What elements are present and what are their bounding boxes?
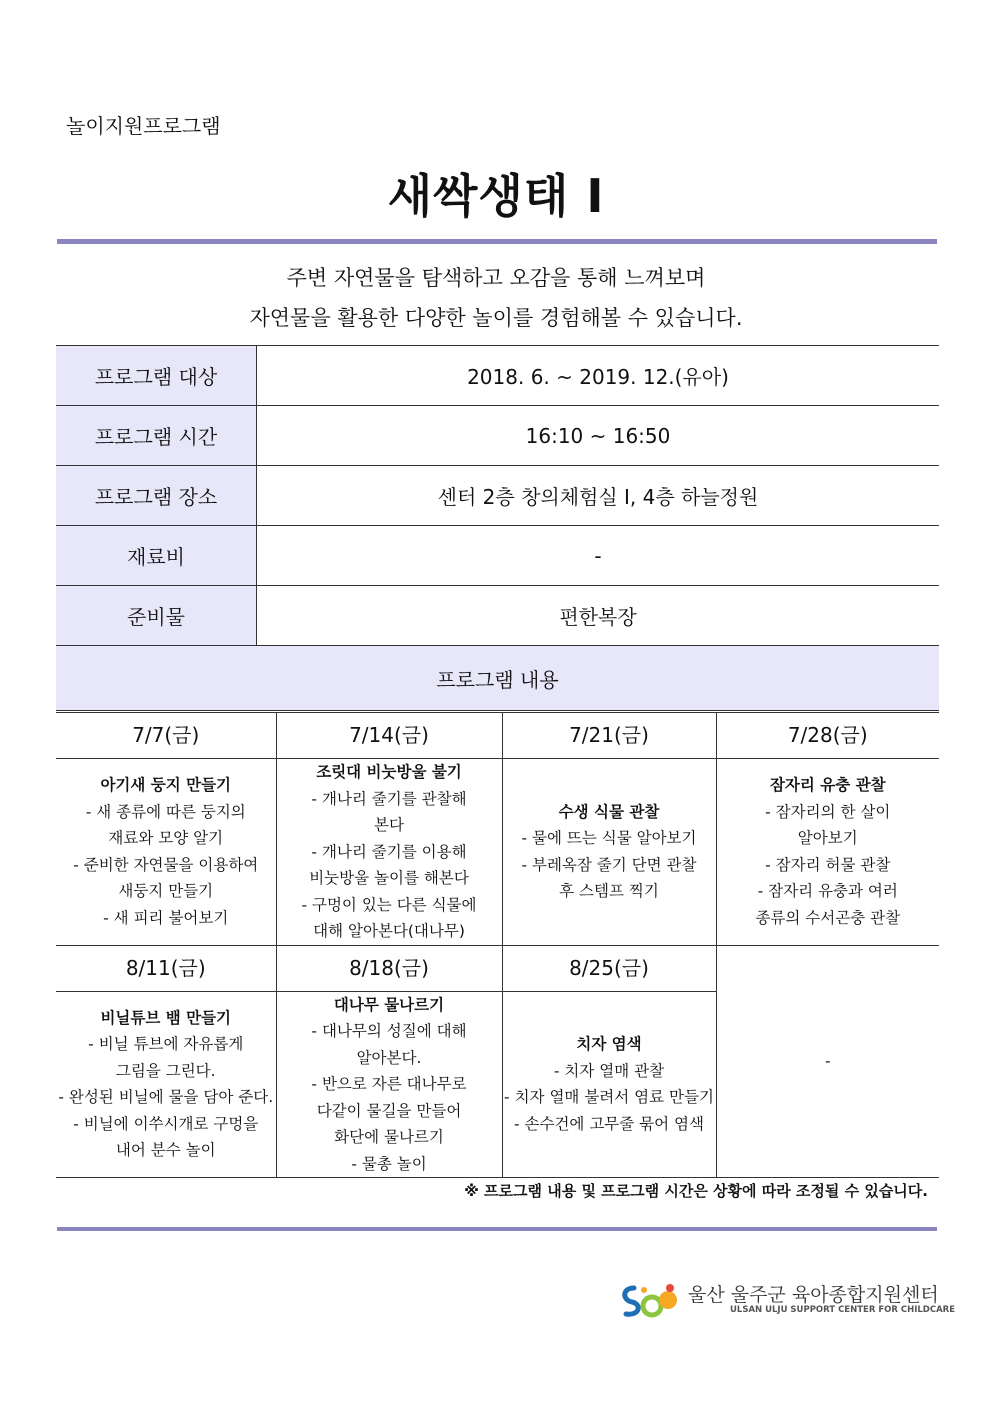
session-date: 7/14(금) xyxy=(276,713,502,759)
info-value: 센터 2층 창의체험실 I, 4층 하늘정원 xyxy=(257,466,940,526)
info-row-place xyxy=(56,466,939,526)
info-value: 16:10 ~ 16:50 xyxy=(257,406,940,466)
info-label: 준비물 xyxy=(56,586,257,646)
activity-line: - 물총 놀이 xyxy=(351,1154,427,1173)
activity-line: - 손수건에 고무줄 묶어 염색 xyxy=(513,1114,704,1133)
session-activity xyxy=(502,991,716,1178)
activity-line: - 물에 뜨는 식물 알아보기 xyxy=(521,829,697,848)
activity-line: - 개나리 줄기를 관찰해 xyxy=(311,789,467,808)
info-value: - xyxy=(257,526,940,586)
session-activity xyxy=(716,759,939,946)
activity-line: - 부레옥잠 줄기 단면 관찰 xyxy=(521,855,697,874)
session-date: 8/25(금) xyxy=(502,945,716,991)
empty-session: - xyxy=(716,945,939,1178)
schedule-date-row xyxy=(56,945,939,991)
session-activity xyxy=(276,991,502,1178)
schedule-note: ※ 프로그램 내용 및 프로그램 시간은 상황에 따라 조정될 수 있습니다. xyxy=(464,1182,928,1200)
info-label: 프로그램 대상 xyxy=(56,346,257,406)
info-label: 프로그램 시간 xyxy=(56,406,257,466)
info-row-fee xyxy=(56,526,939,586)
activity-line: 화단에 물나르기 xyxy=(334,1128,444,1146)
activity-line: - 잠자리 유충과 여러 xyxy=(757,882,898,901)
activity-line: - 준비한 자연물을 이용하여 xyxy=(73,855,259,874)
top-divider xyxy=(57,239,937,244)
schedule-activity-row xyxy=(56,759,939,946)
activity-line: - 비닐에 이쑤시개로 구멍을 xyxy=(73,1114,259,1133)
activity-line: - 잠자리 허물 관찰 xyxy=(765,855,891,874)
activity-line: - 개나리 줄기를 이용해 xyxy=(311,842,467,861)
intro-line: 주변 자연물을 탐색하고 오감을 통해 느껴보며 xyxy=(286,266,706,290)
activity-title: 수생 식물 관찰 xyxy=(558,802,660,821)
session-date: 8/18(금) xyxy=(276,945,502,991)
activity-line: 본다 xyxy=(374,816,404,834)
activity-title: 비닐튜브 뱀 만들기 xyxy=(100,1008,232,1027)
content-header-row xyxy=(56,646,939,711)
center-name: 울산 울주군 육아종합지원센터 xyxy=(688,1284,939,1306)
activity-line: 내어 분수 놀이 xyxy=(115,1141,216,1160)
center-logo xyxy=(620,1280,956,1320)
info-row-time xyxy=(56,406,939,466)
program-category: 놀이지원프로그램 xyxy=(66,114,221,138)
activity-line: - 치자 열매 불려서 염료 만들기 xyxy=(504,1088,714,1107)
schedule-date-row xyxy=(56,713,939,759)
info-value: 2018. 6. ~ 2019. 12.(유아) xyxy=(257,346,940,406)
activity-line: 종류의 수서곤충 관찰 xyxy=(755,908,901,927)
activity-line: - 반으로 자른 대나무로 xyxy=(311,1075,467,1093)
activity-line: 대해 알아본다(대나무) xyxy=(313,922,465,940)
info-row-target xyxy=(56,346,939,406)
center-name-english: ULSAN ULJU SUPPORT CENTER FOR CHILDCARE xyxy=(730,1305,956,1315)
activity-line: 후 스템프 찍기 xyxy=(559,882,659,901)
info-row-supplies xyxy=(56,586,939,646)
intro-text xyxy=(0,258,992,338)
session-activity xyxy=(502,759,716,946)
bottom-divider xyxy=(57,1227,937,1231)
activity-line: - 새 종류에 따른 둥지의 xyxy=(85,802,246,821)
activity-line: 재료와 모양 알기 xyxy=(108,829,224,848)
activity-line: - 비닐 튜브에 자유롭게 xyxy=(88,1035,244,1054)
activity-line: 비눗방울 놀이를 해본다 xyxy=(309,869,469,887)
session-activity xyxy=(56,759,276,946)
session-date: 7/7(금) xyxy=(56,713,276,759)
schedule-table xyxy=(56,712,939,1178)
activity-line: - 구멍이 있는 다른 식물에 xyxy=(301,895,477,914)
info-label: 프로그램 장소 xyxy=(56,466,257,526)
activity-title: 치자 염색 xyxy=(576,1035,642,1054)
program-info-table xyxy=(56,345,939,711)
activity-line: - 대나무의 성질에 대해 xyxy=(311,1022,467,1040)
activity-line: - 잠자리의 한 살이 xyxy=(765,802,891,821)
session-activity xyxy=(56,991,276,1178)
activity-title: 잠자리 유충 관찰 xyxy=(769,776,886,795)
activity-title: 대나무 물나르기 xyxy=(333,995,445,1014)
info-label: 재료비 xyxy=(56,526,257,586)
activity-title: 아기새 둥지 만들기 xyxy=(100,776,232,795)
activity-line: 다같이 물길을 만들어 xyxy=(316,1101,462,1120)
session-activity xyxy=(276,759,502,946)
activity-line: - 완성된 비닐에 물을 담아 준다. xyxy=(58,1088,274,1107)
activity-line: 알아보기 xyxy=(797,829,858,848)
session-date: 7/28(금) xyxy=(716,713,939,759)
activity-line: 새둥지 만들기 xyxy=(118,882,214,901)
info-value: 편한복장 xyxy=(257,586,940,646)
intro-line: 자연물을 활용한 다양한 놀이를 경험해볼 수 있습니다. xyxy=(249,306,743,330)
content-header: 프로그램 내용 xyxy=(56,646,939,711)
activity-line: - 치자 열매 관찰 xyxy=(553,1061,665,1080)
center-logo-mark-icon xyxy=(620,1280,682,1320)
page-title: 새싹생태 I xyxy=(387,169,605,223)
activity-title: 조릿대 비눗방울 불기 xyxy=(316,763,462,781)
activity-line: 그림을 그린다. xyxy=(115,1061,216,1080)
session-date: 8/11(금) xyxy=(56,945,276,991)
activity-line: - 새 피리 불어보기 xyxy=(103,908,229,927)
session-date: 7/21(금) xyxy=(502,713,716,759)
activity-line: 알아본다. xyxy=(356,1048,422,1067)
